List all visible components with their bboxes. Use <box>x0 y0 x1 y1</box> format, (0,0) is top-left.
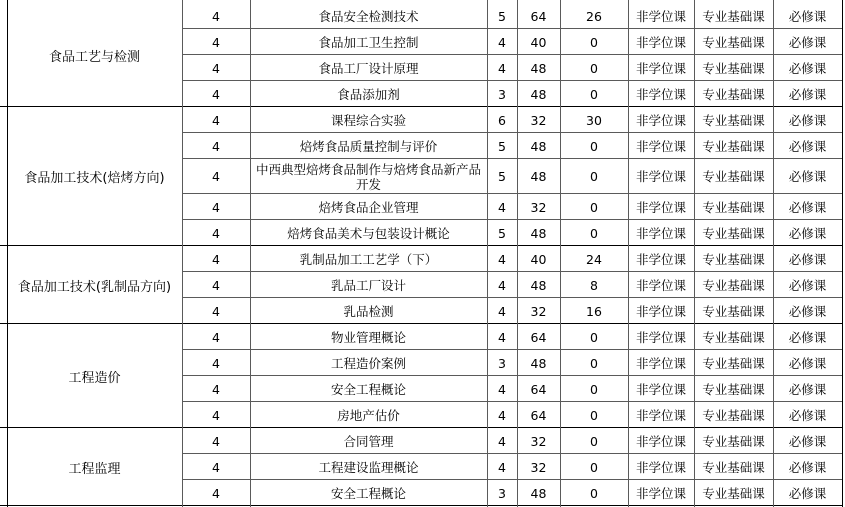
course-name-cell[interactable]: 乳品检测 <box>343 303 394 319</box>
required-type-cell[interactable]: 必修课 <box>788 303 827 319</box>
degree-type-cell[interactable]: 非学位课 <box>635 381 686 397</box>
row-divider <box>182 80 842 81</box>
major-name-cell[interactable]: 食品加工技术(焙烤方向) <box>24 171 165 186</box>
group-divider <box>0 427 842 428</box>
major-name-cell[interactable]: 工程监理 <box>68 461 121 477</box>
term-cell[interactable]: 4 <box>212 459 220 475</box>
term-cell[interactable]: 4 <box>212 329 220 345</box>
course-category-cell[interactable]: 专业基础课 <box>702 86 765 102</box>
course-category-cell[interactable]: 专业基础课 <box>702 303 765 319</box>
column-divider <box>560 0 561 507</box>
course-name-cell[interactable]: 食品工厂设计原理 <box>318 60 419 76</box>
degree-type-cell[interactable]: 非学位课 <box>635 407 686 423</box>
credit-cell[interactable]: 4 <box>498 60 506 76</box>
required-type-cell[interactable]: 必修课 <box>788 199 827 215</box>
credit-cell[interactable]: 5 <box>498 8 506 24</box>
course-name-cell[interactable]: 物业管理概论 <box>330 329 406 345</box>
hours-cell[interactable]: 64 <box>530 8 547 24</box>
course-category-cell[interactable]: 专业基础课 <box>702 381 765 397</box>
degree-type-cell[interactable]: 非学位课 <box>635 277 686 293</box>
hours-cell[interactable]: 40 <box>530 34 547 50</box>
term-cell[interactable]: 4 <box>212 251 220 267</box>
course-category-cell[interactable]: 专业基础课 <box>702 355 765 371</box>
required-type-cell[interactable]: 必修课 <box>788 86 827 102</box>
course-name-cell[interactable]: 合同管理 <box>343 433 394 449</box>
course-name-cell[interactable]: 食品添加剂 <box>337 86 400 102</box>
practice-hours-cell[interactable]: 0 <box>590 459 598 475</box>
term-cell[interactable]: 4 <box>212 433 220 449</box>
required-type-cell[interactable]: 必修课 <box>788 459 827 475</box>
degree-type-cell[interactable]: 非学位课 <box>635 485 686 501</box>
row-divider <box>182 132 842 133</box>
term-cell[interactable]: 4 <box>212 86 220 102</box>
credit-cell[interactable]: 4 <box>498 329 506 345</box>
practice-hours-cell[interactable]: 0 <box>590 199 598 215</box>
hours-cell[interactable]: 64 <box>530 381 547 397</box>
credit-cell[interactable]: 4 <box>498 459 506 475</box>
term-cell[interactable]: 4 <box>212 407 220 423</box>
hours-cell[interactable]: 48 <box>530 169 547 184</box>
row-divider <box>182 453 842 454</box>
credit-cell[interactable]: 5 <box>498 169 506 184</box>
course-category-cell[interactable]: 专业基础课 <box>702 34 765 50</box>
required-type-cell[interactable]: 必修课 <box>788 251 827 267</box>
practice-hours-cell[interactable]: 0 <box>590 433 598 449</box>
hours-cell[interactable]: 48 <box>530 138 547 154</box>
required-type-cell[interactable]: 必修课 <box>788 433 827 449</box>
degree-type-cell[interactable]: 非学位课 <box>635 355 686 371</box>
hours-cell[interactable]: 64 <box>530 329 547 345</box>
row-divider <box>182 479 842 480</box>
course-name-cell[interactable]: 食品安全检测技术 <box>318 8 419 24</box>
credit-cell[interactable]: 4 <box>498 251 506 267</box>
course-name-cell[interactable]: 工程建设监理概论 <box>318 459 419 475</box>
major-name-cell[interactable]: 工程造价 <box>68 370 121 386</box>
required-type-cell[interactable]: 必修课 <box>788 169 827 184</box>
required-type-cell[interactable]: 必修课 <box>788 8 827 24</box>
hours-cell[interactable]: 32 <box>530 199 547 215</box>
degree-type-cell[interactable]: 非学位课 <box>635 199 686 215</box>
degree-type-cell[interactable]: 非学位课 <box>635 86 686 102</box>
course-category-cell[interactable]: 专业基础课 <box>702 277 765 293</box>
course-category-cell[interactable]: 专业基础课 <box>702 433 765 449</box>
course-name-cell[interactable]: 焙烤食品美术与包装设计概论 <box>287 225 450 241</box>
hours-cell[interactable]: 48 <box>530 60 547 76</box>
term-cell[interactable]: 4 <box>212 112 220 128</box>
required-type-cell[interactable]: 必修课 <box>788 355 827 371</box>
course-name-cell[interactable]: 房地产估价 <box>337 407 400 423</box>
course-name-cell[interactable]: 安全工程概论 <box>330 381 406 397</box>
column-divider <box>487 0 488 507</box>
major-name-cell[interactable]: 食品加工技术(乳制品方向) <box>17 279 172 295</box>
major-name-cell[interactable]: 食品工艺与检测 <box>48 49 140 65</box>
group-divider <box>0 245 842 246</box>
degree-type-cell[interactable]: 非学位课 <box>635 60 686 76</box>
hours-cell[interactable]: 48 <box>530 225 547 241</box>
row-divider <box>182 375 842 376</box>
column-divider <box>694 0 695 507</box>
course-name-cell[interactable]: 焙烤食品质量控制与评价 <box>299 138 438 154</box>
practice-hours-cell[interactable]: 0 <box>590 329 598 345</box>
row-divider <box>182 401 842 402</box>
hours-cell[interactable]: 48 <box>530 355 547 371</box>
term-cell[interactable]: 4 <box>212 355 220 371</box>
course-category-cell[interactable]: 专业基础课 <box>702 8 765 24</box>
required-type-cell[interactable]: 必修课 <box>788 34 827 50</box>
degree-type-cell[interactable]: 非学位课 <box>635 251 686 267</box>
credit-cell[interactable]: 4 <box>498 381 506 397</box>
practice-hours-cell[interactable]: 30 <box>586 112 602 128</box>
practice-hours-cell[interactable]: 26 <box>586 8 602 24</box>
course-category-cell[interactable]: 专业基础课 <box>702 169 765 184</box>
practice-hours-cell[interactable]: 0 <box>590 86 598 102</box>
hours-cell[interactable]: 48 <box>530 277 547 293</box>
row-divider <box>182 28 842 29</box>
degree-type-cell[interactable]: 非学位课 <box>635 169 686 184</box>
practice-hours-cell[interactable]: 0 <box>590 138 598 154</box>
course-name-cell[interactable]: 乳品工厂设计 <box>330 277 406 293</box>
credit-cell[interactable]: 6 <box>498 112 506 128</box>
course-category-cell[interactable]: 专业基础课 <box>702 251 765 267</box>
term-cell[interactable]: 4 <box>212 60 220 76</box>
term-cell[interactable]: 4 <box>212 8 220 24</box>
hours-cell[interactable]: 32 <box>530 303 547 319</box>
credit-cell[interactable]: 3 <box>498 86 506 102</box>
column-divider <box>773 0 774 507</box>
term-cell[interactable]: 4 <box>212 485 220 501</box>
degree-type-cell[interactable]: 非学位课 <box>635 112 686 128</box>
group-divider <box>0 106 842 107</box>
term-cell[interactable]: 4 <box>212 381 220 397</box>
term-cell[interactable]: 4 <box>212 277 220 293</box>
term-cell[interactable]: 4 <box>212 199 220 215</box>
practice-hours-cell[interactable]: 8 <box>590 277 598 293</box>
right-edge-line <box>842 0 843 507</box>
left-edge-line <box>7 0 8 507</box>
credit-cell[interactable]: 4 <box>498 277 506 293</box>
credit-cell[interactable]: 3 <box>498 485 506 501</box>
hours-cell[interactable]: 64 <box>530 407 547 423</box>
credit-cell[interactable]: 5 <box>498 225 506 241</box>
degree-type-cell[interactable]: 非学位课 <box>635 433 686 449</box>
course-category-cell[interactable]: 专业基础课 <box>702 112 765 128</box>
required-type-cell[interactable]: 必修课 <box>788 329 827 345</box>
course-name-cell[interactable]: 工程造价案例 <box>330 355 406 371</box>
column-divider <box>517 0 518 507</box>
required-type-cell[interactable]: 必修课 <box>788 138 827 154</box>
credit-cell[interactable]: 5 <box>498 138 506 154</box>
degree-type-cell[interactable]: 非学位课 <box>635 459 686 475</box>
course-category-cell[interactable]: 专业基础课 <box>702 225 765 241</box>
row-divider <box>182 349 842 350</box>
term-cell[interactable]: 4 <box>212 138 220 154</box>
practice-hours-cell[interactable]: 0 <box>590 34 598 50</box>
credit-cell[interactable]: 4 <box>498 303 506 319</box>
practice-hours-cell[interactable]: 0 <box>590 355 598 371</box>
course-name-cell[interactable]: 安全工程概论 <box>330 485 406 501</box>
course-name-cell[interactable]: 乳制品加工工艺学（下） <box>299 251 438 267</box>
term-cell[interactable]: 4 <box>212 169 220 184</box>
course-category-cell[interactable]: 专业基础课 <box>702 138 765 154</box>
required-type-cell[interactable]: 必修课 <box>788 225 827 241</box>
column-divider <box>250 0 251 507</box>
degree-type-cell[interactable]: 非学位课 <box>635 303 686 319</box>
course-category-cell[interactable]: 专业基础课 <box>702 60 765 76</box>
row-divider <box>182 158 842 159</box>
hours-cell[interactable]: 40 <box>530 251 547 267</box>
course-name-cell[interactable]: 食品加工卫生控制 <box>318 34 419 50</box>
practice-hours-cell[interactable]: 0 <box>590 407 598 423</box>
course-category-cell[interactable]: 专业基础课 <box>702 407 765 423</box>
hours-cell[interactable]: 32 <box>530 459 547 475</box>
course-name-cell[interactable]: 中西典型焙烤食品制作与焙烤食品新产品开发 <box>256 161 482 192</box>
course-category-cell[interactable]: 专业基础课 <box>702 199 765 215</box>
term-cell[interactable]: 4 <box>212 34 220 50</box>
required-type-cell[interactable]: 必修课 <box>788 485 827 501</box>
group-divider <box>0 323 842 324</box>
credit-cell[interactable]: 4 <box>498 407 506 423</box>
degree-type-cell[interactable]: 非学位课 <box>635 34 686 50</box>
hours-cell[interactable]: 32 <box>530 433 547 449</box>
required-type-cell[interactable]: 必修课 <box>788 381 827 397</box>
hours-cell[interactable]: 48 <box>530 86 547 102</box>
row-divider <box>182 271 842 272</box>
practice-hours-cell[interactable]: 0 <box>590 381 598 397</box>
credit-cell[interactable]: 4 <box>498 433 506 449</box>
row-divider <box>182 193 842 194</box>
degree-type-cell[interactable]: 非学位课 <box>635 138 686 154</box>
hours-cell[interactable]: 32 <box>530 112 547 128</box>
degree-type-cell[interactable]: 非学位课 <box>635 329 686 345</box>
required-type-cell[interactable]: 必修课 <box>788 407 827 423</box>
practice-hours-cell[interactable]: 0 <box>590 225 598 241</box>
term-cell[interactable]: 4 <box>212 303 220 319</box>
course-name-cell[interactable]: 焙烤食品企业管理 <box>318 199 419 215</box>
course-category-cell[interactable]: 专业基础课 <box>702 329 765 345</box>
degree-type-cell[interactable]: 非学位课 <box>635 225 686 241</box>
course-name-cell[interactable]: 课程综合实验 <box>330 112 406 128</box>
course-category-cell[interactable]: 专业基础课 <box>702 485 765 501</box>
practice-hours-cell[interactable]: 0 <box>590 485 598 501</box>
practice-hours-cell[interactable]: 0 <box>590 60 598 76</box>
row-divider <box>182 219 842 220</box>
column-divider <box>182 0 183 507</box>
required-type-cell[interactable]: 必修课 <box>788 112 827 128</box>
group-divider <box>0 505 842 506</box>
credit-cell[interactable]: 4 <box>498 199 506 215</box>
practice-hours-cell[interactable]: 16 <box>586 303 602 319</box>
course-category-cell[interactable]: 专业基础课 <box>702 459 765 475</box>
row-divider <box>182 54 842 55</box>
credit-cell[interactable]: 3 <box>498 355 506 371</box>
practice-hours-cell[interactable]: 24 <box>586 251 602 267</box>
term-cell[interactable]: 4 <box>212 225 220 241</box>
degree-type-cell[interactable]: 非学位课 <box>635 8 686 24</box>
required-type-cell[interactable]: 必修课 <box>788 60 827 76</box>
hours-cell[interactable]: 48 <box>530 485 547 501</box>
required-type-cell[interactable]: 必修课 <box>788 277 827 293</box>
practice-hours-cell[interactable]: 0 <box>590 169 598 184</box>
row-divider <box>182 297 842 298</box>
credit-cell[interactable]: 4 <box>498 34 506 50</box>
column-divider <box>628 0 629 507</box>
